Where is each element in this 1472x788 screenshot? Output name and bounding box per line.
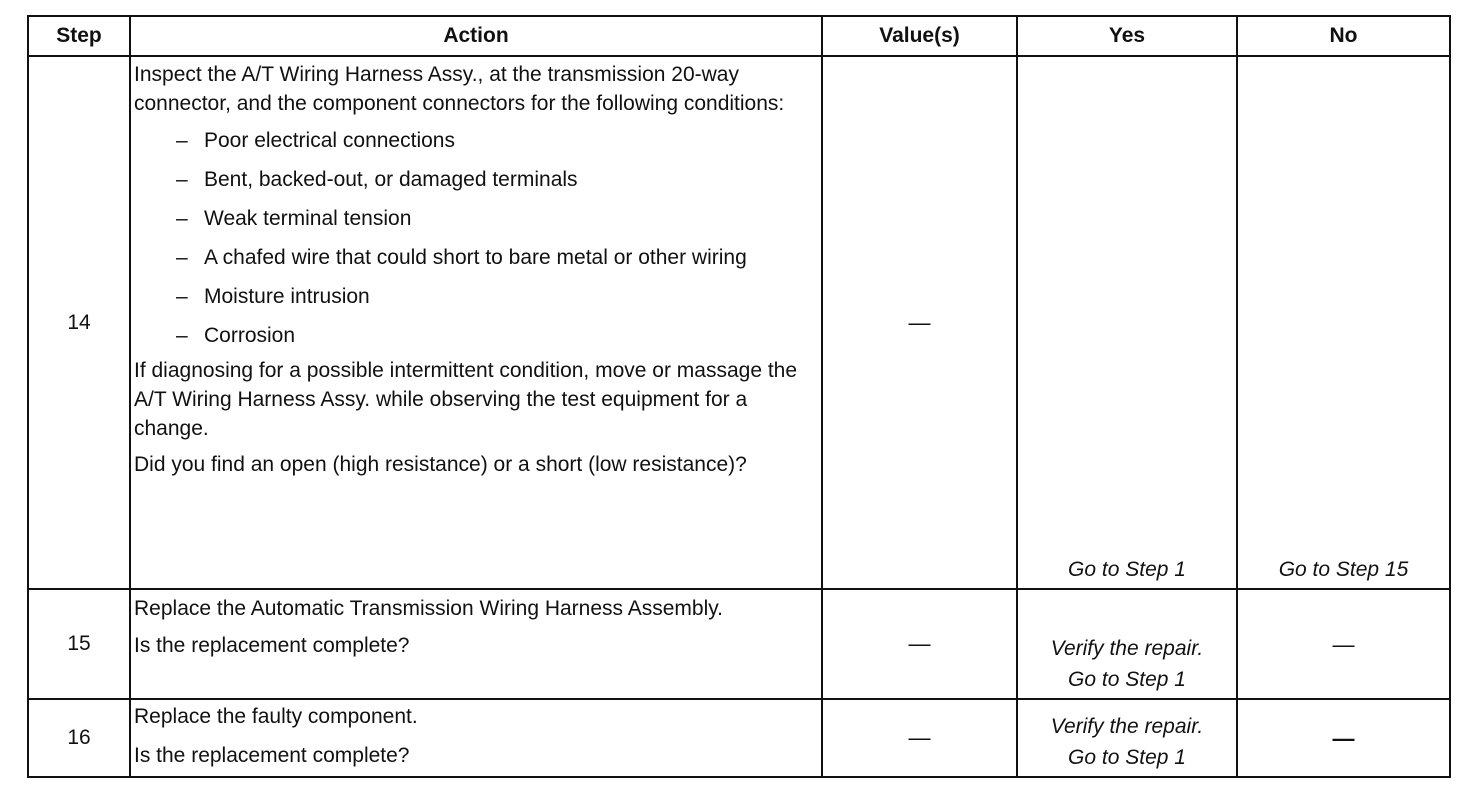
yes-verify: Verify the repair. bbox=[1050, 715, 1204, 738]
action-instruction: Replace the faulty component. bbox=[134, 705, 418, 728]
value-cell: — bbox=[822, 56, 1017, 589]
header-step: Step bbox=[28, 16, 130, 56]
diagnostic-table bbox=[27, 15, 1451, 778]
bullet-dash: – bbox=[176, 285, 188, 308]
condition-text: Poor electrical connections bbox=[204, 129, 455, 152]
yes-cell bbox=[1017, 699, 1237, 777]
bullet-dash: – bbox=[176, 168, 188, 191]
action-cell bbox=[130, 589, 822, 699]
header-values: Value(s) bbox=[822, 16, 1017, 56]
table-row-step-15 bbox=[28, 589, 1450, 699]
condition-text: Bent, backed-out, or damaged terminals bbox=[204, 168, 578, 191]
action-question: Did you find an open (high resistance) or a short (low resistance)? bbox=[134, 453, 747, 476]
list-item bbox=[176, 321, 813, 350]
yes-cell bbox=[1017, 56, 1237, 589]
list-item bbox=[176, 282, 813, 311]
list-item bbox=[176, 126, 813, 155]
yes-link: Go to Step 1 bbox=[1068, 746, 1186, 769]
action-question: Is the replacement complete? bbox=[134, 744, 410, 767]
table-row-step-16 bbox=[28, 699, 1450, 777]
value-cell: — bbox=[822, 699, 1017, 777]
no-link: Go to Step 15 bbox=[1278, 558, 1409, 581]
bullet-dash: – bbox=[176, 207, 188, 230]
condition-text: Moisture intrusion bbox=[204, 285, 370, 308]
value-cell: — bbox=[822, 589, 1017, 699]
table-row-step-14 bbox=[28, 56, 1450, 589]
yes-link: Go to Step 1 bbox=[1068, 668, 1186, 691]
action-cell bbox=[130, 699, 822, 777]
condition-text: A chafed wire that could short to bare metal or other wiring bbox=[204, 246, 747, 269]
action-cell bbox=[130, 56, 822, 589]
bullet-dash: – bbox=[176, 129, 188, 152]
conditions-list bbox=[134, 126, 813, 350]
yes-link: Go to Step 1 bbox=[1068, 558, 1186, 581]
action-note: If diagnosing for a possible intermittent condition, move or massage the A/T Wiring Harness Assy. while observing the test equipment for a change. bbox=[134, 359, 798, 440]
condition-text: Corrosion bbox=[204, 324, 296, 347]
header-yes: Yes bbox=[1017, 16, 1237, 56]
action-intro: Inspect the A/T Wiring Harness Assy., at the transmission 20-way connector, and the component connectors for the following conditions: bbox=[134, 63, 785, 115]
yes-verify: Verify the repair. bbox=[1050, 637, 1204, 660]
bullet-dash: – bbox=[176, 324, 188, 347]
no-cell bbox=[1237, 56, 1450, 589]
header-no: No bbox=[1237, 16, 1450, 56]
action-instruction: Replace the Automatic Transmission Wiring Harness Assembly. bbox=[134, 597, 724, 620]
action-question: Is the replacement complete? bbox=[134, 634, 410, 657]
list-item bbox=[176, 165, 813, 194]
no-cell: — bbox=[1237, 699, 1450, 777]
bullet-dash: – bbox=[176, 246, 188, 269]
step-number: 15 bbox=[28, 589, 130, 699]
header-action: Action bbox=[130, 16, 822, 56]
list-item bbox=[176, 204, 813, 233]
step-number: 14 bbox=[28, 56, 130, 589]
no-cell: — bbox=[1237, 589, 1450, 699]
step-number: 16 bbox=[28, 699, 130, 777]
yes-cell bbox=[1017, 589, 1237, 699]
table-header-row bbox=[28, 16, 1450, 56]
condition-text: Weak terminal tension bbox=[204, 207, 412, 230]
list-item bbox=[176, 243, 813, 272]
